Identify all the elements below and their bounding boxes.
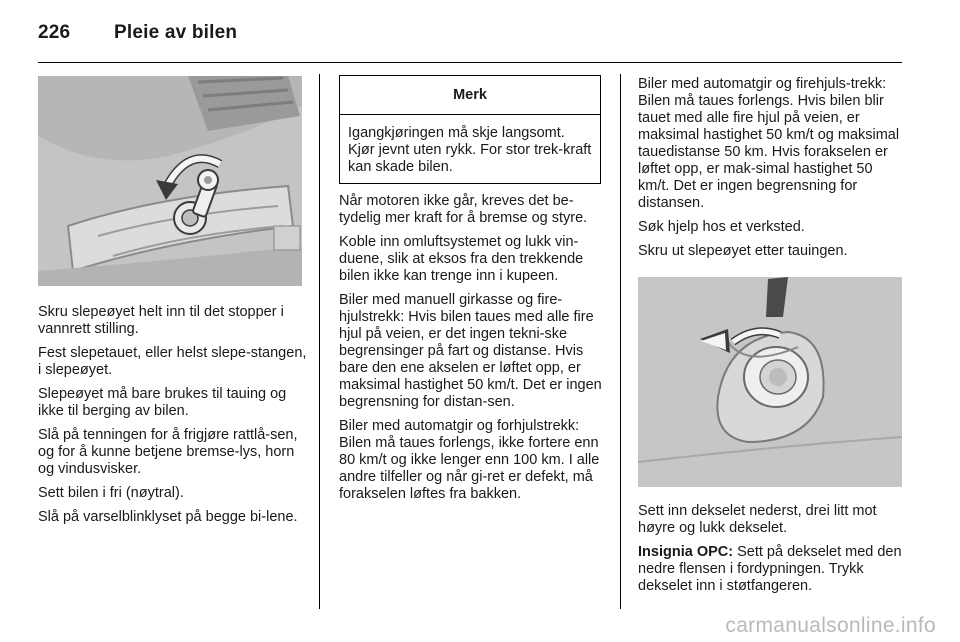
col2-paragraph: Når motoren ikke går, kreves det be-tydelig mer kraft for å bremse og styre. — [339, 193, 588, 226]
opc-text: Sett på dekselet med den nedre flensen i fordypningen. Trykk dekselet inn i støtfangeren. — [638, 544, 902, 594]
col1-paragraph: Slå på varselblinklyset på begge bi-lene. — [38, 509, 298, 525]
col3-paragraph: Biler med automatgir og firehjuls-trekk: Bilen må taues forlengs. Hvis bilen blir tauet med alle fire hjul på veien, er maksimal hastighet 50 km/t og maksimal tauedistanse 50 km. Hvis forakselen er løftet opp, er mak-simal hastighet 50 km/t. Det er ingen begrensning for distansen. — [638, 76, 900, 211]
col3-after-figure: Sett inn dekselet nederst, drei litt mot høyre og lukk dekselet. — [638, 503, 877, 536]
col1-paragraph: Fest slepetauet, eller helst slepe-stangen, i slepeøyet. — [38, 345, 307, 378]
column-2-text — [339, 193, 605, 510]
page-title: Pleie av bilen — [114, 22, 238, 43]
col1-paragraph: Slå på tenningen for å frigjøre rattlå-sen, og for å kunne betjene bremse-lys, horn og vindusvisker. — [38, 427, 298, 477]
note-title: Merk — [340, 76, 600, 115]
page-header — [38, 22, 237, 44]
note-text: Igangkjøringen må skje langsomt. Kjør jevnt uten rykk. For stor trek-kraft kan skade bilen. — [348, 125, 592, 175]
opc-label: Insignia OPC: — [638, 544, 734, 560]
page-number: 226 — [38, 22, 71, 43]
towing-eye-drawing — [38, 76, 302, 286]
column-divider-2 — [620, 74, 621, 609]
bumper-cover-illustration — [638, 277, 902, 487]
col3-opc-paragraph — [638, 544, 904, 595]
col2-paragraph: Biler med automatgir og forhjulstrekk: Bilen må taues forlengs, ikke fortere enn 80 km/t og ikke lenger enn 100 km. I alle andre tilfeller og når gi-ret er defekt, må forakselen løftes fra bakken. — [339, 418, 600, 502]
col3-paragraph: Skru ut slepeøyet etter tauingen. — [638, 243, 848, 259]
note-box — [339, 75, 601, 184]
col1-paragraph: Skru slepeøyet helt inn til det stopper i vannrett stilling. — [38, 304, 284, 337]
bumper-cover-drawing — [638, 277, 902, 487]
column-divider-1 — [319, 74, 320, 609]
column-3-lower-text — [638, 503, 904, 602]
col1-paragraph: Sett bilen i fri (nøytral). — [38, 485, 184, 501]
column-1-text — [38, 304, 308, 533]
col2-paragraph: Biler med manuell girkasse og fire-hjulstrekk: Hvis bilen taues med alle fire hjul på veien, er det ingen tekni-ske begrensinger på fart og distanse. Hvis bare den ene akselen er løftet opp, er maksimal hastighet 50 km/t. Det er ingen begrensning for distan-sen. — [339, 292, 602, 410]
col3-paragraph: Søk hjelp hos et verksted. — [638, 219, 805, 235]
watermark: carmanualsonline.info — [725, 614, 936, 637]
towing-eye-illustration — [38, 76, 302, 286]
col2-paragraph: Koble inn omluftsystemet og lukk vin-duene, slik at eksos fra den trekkende bilen ikke kan trenge inn i kupeen. — [339, 234, 584, 284]
column-3-text — [638, 76, 904, 267]
header-rule — [38, 62, 902, 63]
col1-paragraph: Slepeøyet må bare brukes til tauing og ikke til berging av bilen. — [38, 386, 287, 419]
